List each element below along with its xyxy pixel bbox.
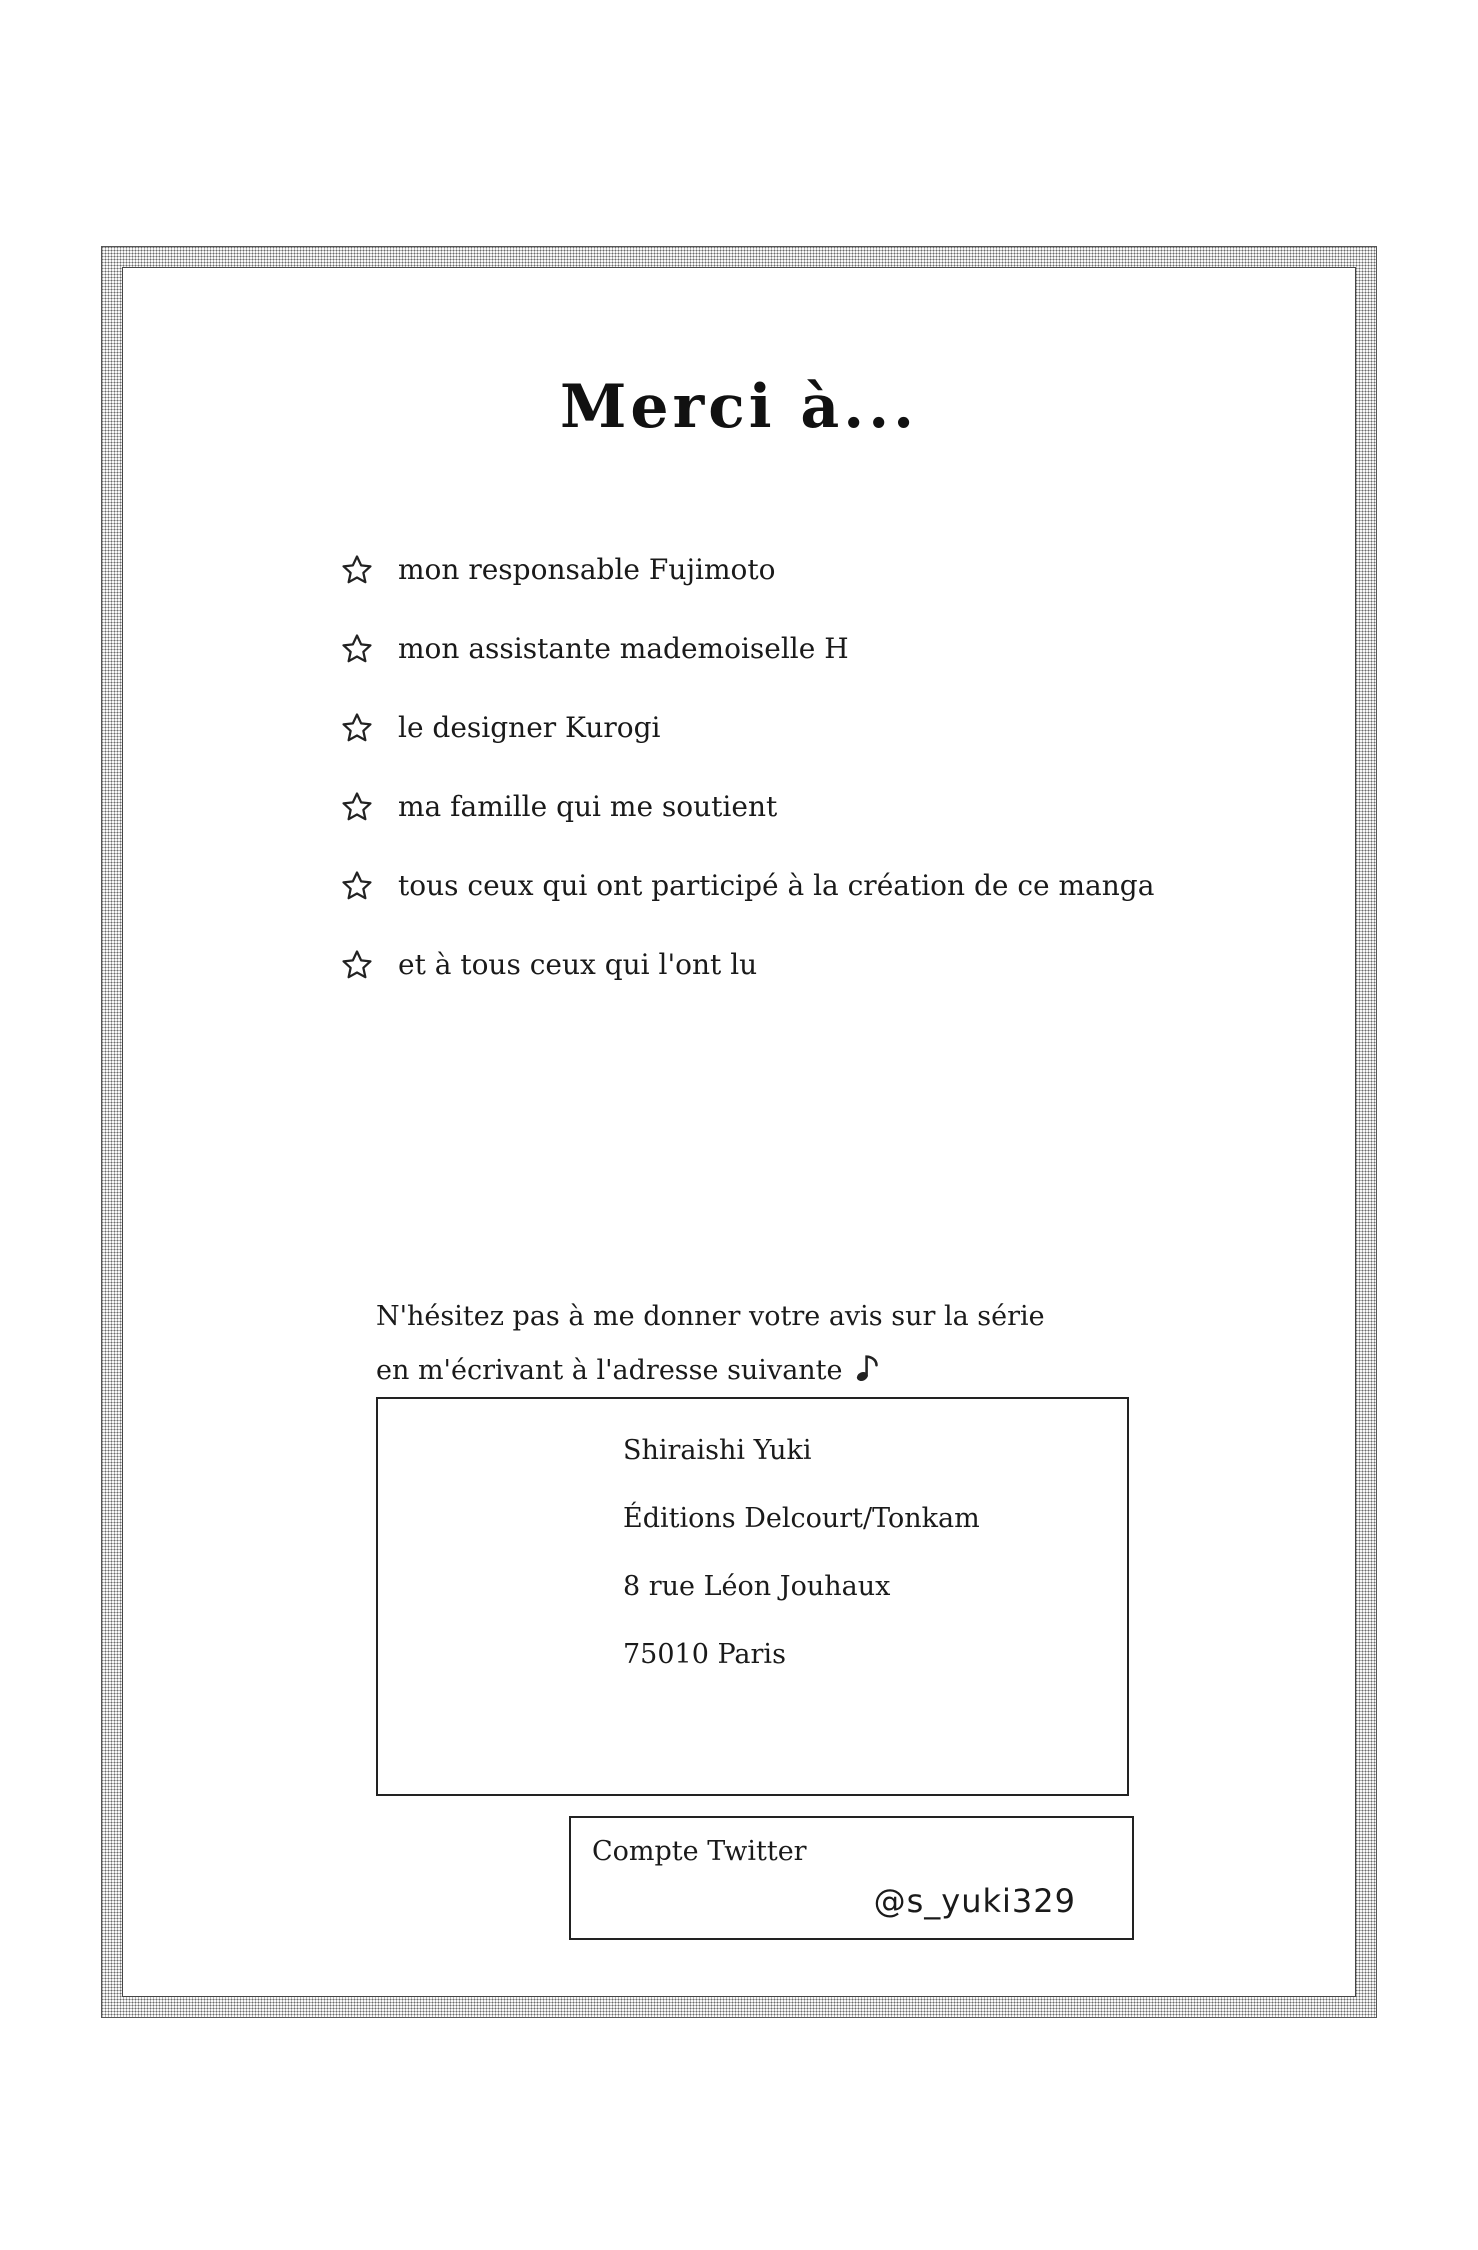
list-item (340, 846, 1154, 925)
address-publisher: Éditions Delcourt/Tonkam (623, 1503, 980, 1534)
twitter-box (569, 1816, 1134, 1940)
twitter-label: Compte Twitter (592, 1836, 807, 1867)
star-outline-icon (340, 711, 374, 745)
page-title: Merci à... (560, 372, 918, 442)
music-note-icon (851, 1351, 885, 1385)
star-outline-icon (340, 553, 374, 587)
star-outline-icon (340, 869, 374, 903)
thanks-text: ma famille qui me soutient (398, 790, 778, 823)
twitter-handle: @s_yuki329 (873, 1882, 1076, 1920)
address-street: 8 rue Léon Jouhaux (623, 1571, 891, 1602)
address-name: Shiraishi Yuki (623, 1435, 812, 1466)
list-item (340, 925, 1154, 1004)
thanks-text: tous ceux qui ont participé à la création de ce manga (398, 869, 1155, 902)
address-lines (623, 1437, 980, 1709)
note-line-2-wrap (376, 1344, 1045, 1398)
thanks-list (340, 530, 1154, 1004)
contact-note (376, 1290, 1045, 1398)
note-line-1: N'hésitez pas à me donner votre avis sur la série (376, 1301, 1045, 1332)
list-item (340, 688, 1154, 767)
thanks-text: le designer Kurogi (398, 711, 661, 744)
star-outline-icon (340, 948, 374, 982)
note-line-2: en m'écrivant à l'adresse suivante (376, 1355, 843, 1386)
list-item (340, 609, 1154, 688)
star-outline-icon (340, 632, 374, 666)
thanks-text: et à tous ceux qui l'ont lu (398, 948, 758, 981)
list-item (340, 530, 1154, 609)
thanks-text: mon assistante mademoiselle H (398, 632, 849, 665)
thanks-text: mon responsable Fujimoto (398, 553, 776, 586)
address-box (376, 1397, 1129, 1796)
address-city: 75010 Paris (623, 1639, 786, 1670)
list-item (340, 767, 1154, 846)
star-outline-icon (340, 790, 374, 824)
